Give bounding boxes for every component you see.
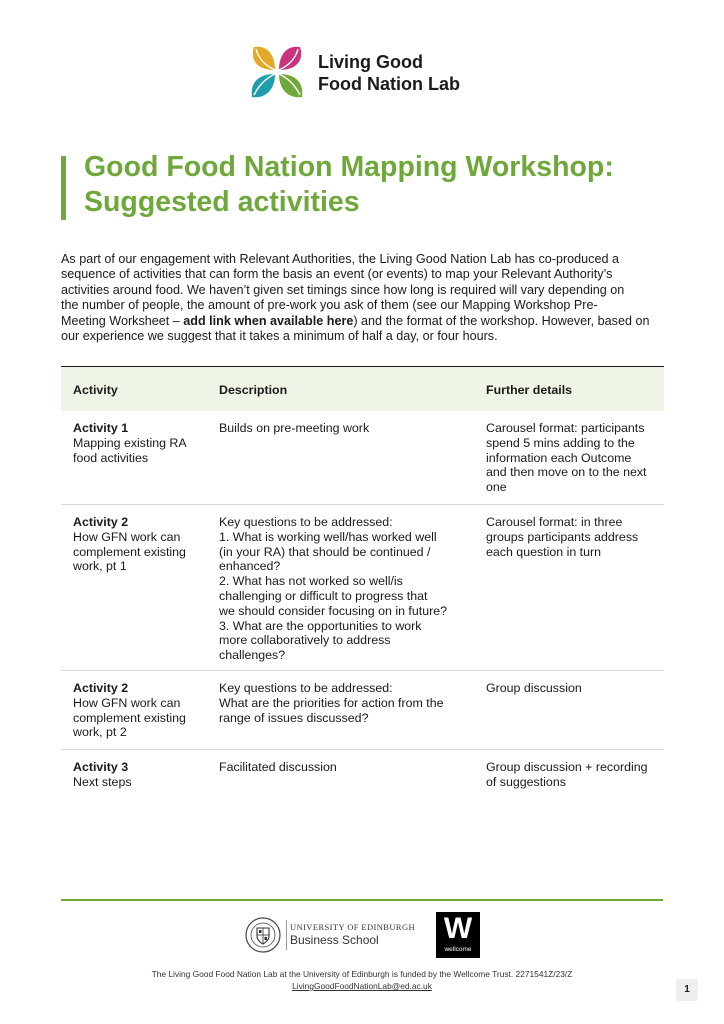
description-text: Key questions to be addressed: [219, 515, 393, 529]
description-cell [219, 515, 469, 663]
activities-table [61, 366, 664, 802]
details-cell [486, 760, 664, 790]
table-row [61, 505, 664, 671]
description-text: enhanced? [219, 559, 281, 574]
description-text: more collaboratively to address [219, 633, 391, 648]
university-logo [244, 916, 424, 956]
activity-name: work, pt 2 [73, 725, 127, 740]
details-text: Group discussion [486, 681, 582, 695]
title-line-2: Suggested activities [84, 186, 360, 218]
page-number: 1 [676, 979, 698, 1001]
description-cell [219, 681, 469, 725]
lab-logo [246, 41, 486, 105]
table-row [61, 411, 664, 505]
table-header-row [61, 367, 664, 411]
activity-name: Mapping existing RA [73, 435, 187, 450]
logo-divider [286, 920, 287, 950]
details-text: each question in turn [486, 544, 602, 559]
intro-text: Meeting Worksheet – [61, 313, 184, 328]
activity-cell [73, 760, 208, 790]
intro-line: As part of our engagement with Relevant Authorities, the Living Good Nation Lab has co-produced a [61, 252, 619, 266]
description-cell [219, 421, 469, 436]
header-description: Description [219, 383, 288, 397]
intro-text: ) and the format of the workshop. However, based on [353, 313, 650, 328]
page-title [84, 150, 684, 220]
wellcome-mark: W [443, 912, 473, 945]
details-cell [486, 681, 664, 696]
logo-wordmark [318, 51, 460, 95]
intro-paragraph [61, 252, 663, 344]
description-text: 3. What are the opportunities to work [219, 618, 422, 633]
description-text: Builds on pre-meeting work [219, 421, 370, 435]
description-text: 1. What is working well/has worked well [219, 529, 437, 544]
university-crest-icon [244, 916, 282, 954]
funding-statement: The Living Good Food Nation Lab at the University of Edinburgh is funded by the Wellcome Trust. 2271541Z/23/Z [151, 969, 573, 979]
details-cell [486, 421, 664, 495]
details-text: groups participants address [486, 529, 639, 544]
activity-name: Next steps [73, 774, 132, 789]
table-row [61, 750, 664, 802]
details-text: Carousel format: participants [486, 421, 645, 435]
intro-line: our experience we suggest that it takes a minimum of half a day, or four hours. [61, 329, 498, 344]
footer-divider [61, 899, 663, 901]
activity-name: How GFN work can [73, 529, 181, 544]
activity-title: Activity 2 [73, 681, 129, 695]
activity-name: food activities [73, 450, 149, 465]
intro-line: activities around food. We haven’t given set timings since how long is required will vary depending on [61, 282, 625, 297]
activity-cell [73, 515, 208, 574]
activity-cell [73, 421, 208, 465]
description-text: range of issues discussed? [219, 710, 369, 725]
activity-name: complement existing [73, 544, 186, 559]
table-row [61, 671, 664, 750]
placeholder-link-text: add link when available here [183, 313, 354, 328]
activity-title: Activity 1 [73, 421, 129, 435]
description-text: we should consider focusing on in future? [219, 603, 447, 618]
header-further-details: Further details [486, 383, 573, 397]
description-text: challenges? [219, 648, 286, 663]
description-text: Facilitated discussion [219, 760, 337, 774]
activity-name: complement existing [73, 710, 186, 725]
activity-name: How GFN work can [73, 695, 181, 710]
contact-email-link[interactable]: LivingGoodFoodNationLab@ed.ac.uk [292, 981, 432, 991]
contact-email-line [0, 981, 724, 991]
university-name: UNIVERSITY OF EDINBURGH [290, 922, 416, 932]
activity-name: work, pt 1 [73, 559, 127, 574]
details-text: of suggestions [486, 774, 566, 789]
description-cell [219, 760, 469, 775]
description-text: What are the priorities for action from the [219, 695, 444, 710]
activity-title: Activity 2 [73, 515, 129, 529]
intro-line [61, 314, 663, 329]
logo-line-2: Food Nation Lab [318, 74, 460, 94]
details-text: spend 5 mins adding to the [486, 435, 635, 450]
description-text: challenging or difficult to progress that [219, 588, 428, 603]
details-text: Carousel format: in three [486, 515, 623, 529]
description-text: Key questions to be addressed: [219, 681, 393, 695]
details-cell [486, 515, 664, 559]
school-name: Business School [290, 933, 379, 947]
description-text: 2. What has not worked so well/is [219, 574, 403, 589]
activity-title: Activity 3 [73, 760, 129, 774]
wellcome-logo [436, 912, 480, 958]
leaf-logo-icon [246, 41, 308, 103]
details-text: Group discussion + recording [486, 760, 648, 774]
details-text: and then move on to the next [486, 465, 647, 480]
title-line-1: Good Food Nation Mapping Workshop: [84, 151, 614, 183]
activity-cell [73, 681, 208, 740]
intro-line: the number of people, the amount of pre-work you ask of them (see our Mapping Workshop Pre- [61, 298, 598, 313]
description-text: (in your RA) that should be continued / [219, 544, 431, 559]
header-activity: Activity [73, 383, 118, 397]
title-accent-bar [61, 156, 66, 220]
details-text: one [486, 480, 507, 495]
details-text: information each Outcome [486, 450, 632, 465]
wellcome-name: wellcome [444, 946, 472, 953]
intro-line: sequence of activities that can form the basis an event (or events) to map your Relevant Authority’s [61, 267, 613, 282]
logo-line-1: Living Good [318, 52, 423, 72]
